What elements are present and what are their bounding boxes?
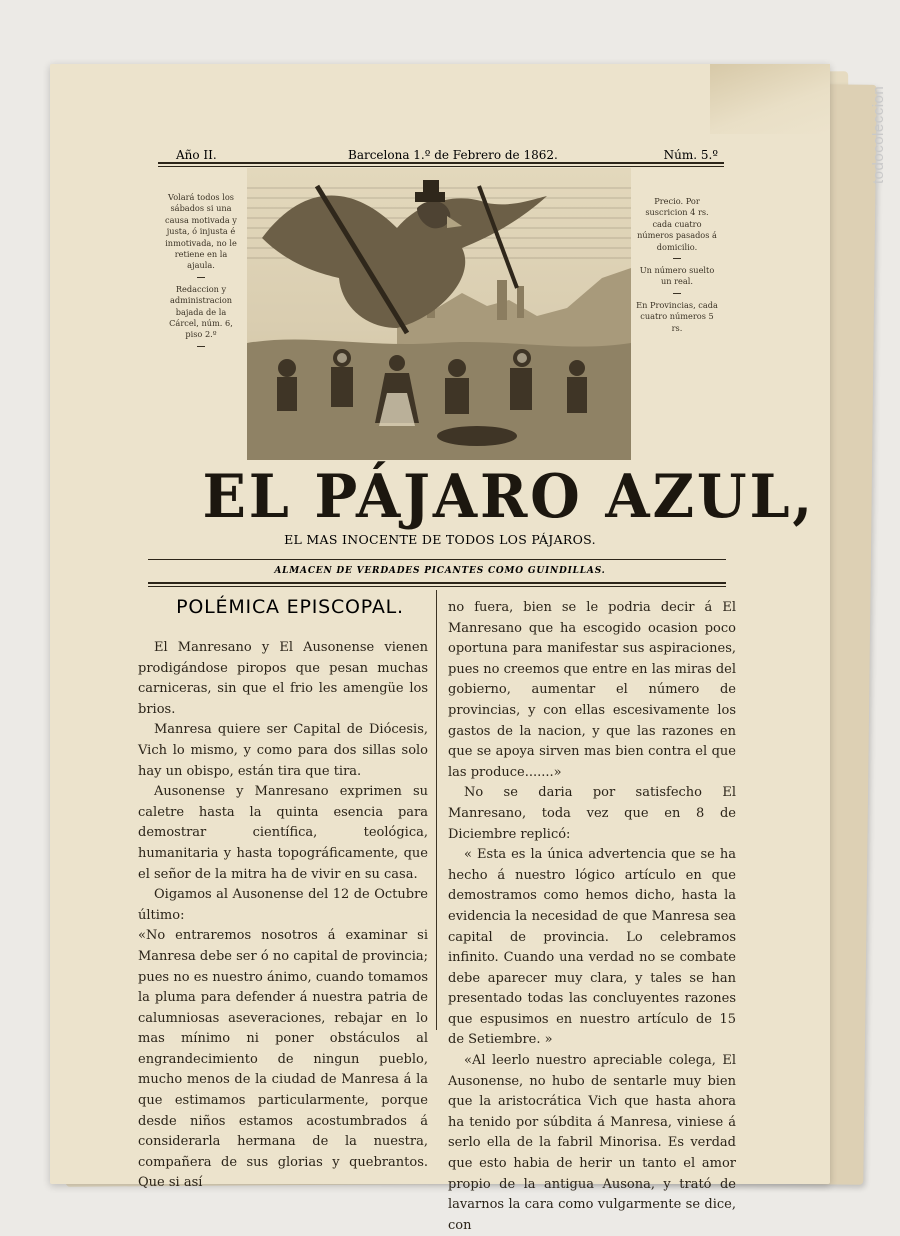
article-paragraph: No se daria por satisfecho El Manresano, toda vez que en 8 de Diciembre replicó:: [448, 785, 736, 842]
issue-number: Núm. 5.º: [663, 148, 718, 162]
article-left-column: [138, 638, 428, 1194]
cartoon-engraving: [247, 168, 631, 460]
left-side-notes: [160, 192, 242, 353]
article-heading: POLÉMICA EPISCOPAL.: [176, 596, 404, 618]
newspaper-subtitle: EL MAS INOCENTE DE TODOS LOS PÁJAROS.: [284, 532, 596, 547]
note-separator: [673, 293, 681, 294]
publication-frequency: Volará todos los sábados si una causa motivada y justa, ó injusta é inmotivada, no le retiene en la ajaula.: [165, 192, 237, 271]
note-separator: [197, 277, 205, 278]
masthead-rule: [158, 162, 724, 164]
article-paragraph: Oigamos al Ausonense del 12 de Octubre último:: [138, 887, 428, 923]
single-issue-price: Un número suelto un real.: [639, 265, 715, 287]
article-paragraph: El Manresano y El Ausonense vienen prodigándose piropos que pesan muchas carniceras, sin que el frio les amengüe los brios.: [138, 640, 428, 717]
masthead: [108, 80, 720, 168]
page-fold: [710, 64, 830, 134]
masthead-rule-thin: [158, 166, 724, 167]
engraving-drawing: [247, 168, 631, 460]
motto-rule: [148, 582, 726, 584]
provinces-price: En Provincias, cada cuatro números 5 rs.: [636, 299, 718, 333]
site-watermark: todocoleccion: [870, 85, 887, 184]
article-paragraph: «No entraremos nosotros á examinar si Manresa debe ser ó no capital de provincia; pues no es nuestro ánimo, cuando tomamos la pluma para defender á nuestra patria de calumniosas aseveraciones, rebajar en lo mas mínimo ni poner obstáculos al engrandecimiento de ningun pueblo, mucho menos de la ciudad de Manresa á la que estimamos particularmente, porque desde niños estamos acostumbrados á considerarla hermana de la nuestra, compañera de sus glorias y quebrantos. Que si así: [138, 928, 428, 1191]
note-separator: [673, 258, 681, 259]
article-paragraph: Ausonense y Manresano exprimen su caletre hasta la quinta esencia para demostrar científica, teológica, humanitaria y hasta topográficamente, que el señor de la mitra ha de vivir en su casa.: [138, 784, 428, 882]
issue-year: Año II.: [176, 148, 217, 162]
newspaper-title: EL PÁJARO AZUL,: [202, 462, 816, 532]
article-paragraph: no fuera, bien se le podria decir á El Manresano que ha escogido ocasion poco oportuna para manifestar sus aspiraciones, pues no creemos que entre en las miras del gobierno, aumentar el número de provincias, y con ellas escesivamente los gastos de la nacion, y que las razones en que se apoya sirven mas bien contra el que las produce.......»: [448, 600, 736, 780]
right-side-notes: [636, 196, 718, 339]
article-paragraph: «Al leerlo nuestro apreciable colega, El Ausonense, no hubo de sentarle muy bien que la aristocrática Vich que hasta ahora ha tenido por súbdita á Manresa, viniese á serlo ella de la fabril Minorisa. Es verdad que esto habia de herir un tanto el amor propio de la antigua Ausona, y trató de lavarnos la cara como vulgarmente se dice, con: [448, 1053, 736, 1233]
subscription-price: Precio. Por suscricion 4 rs. cada cuatro números pasados á domicilio.: [637, 196, 717, 252]
article-right-column: [448, 598, 736, 1236]
article-paragraph: Manresa quiere ser Capital de Diócesis, Vich lo mismo, y como para dos sillas solo hay un obispo, están tira que tira.: [138, 722, 428, 779]
subtitle-rule: [148, 559, 726, 560]
motto-rule-thin: [148, 586, 726, 587]
issue-date: Barcelona 1.º de Febrero de 1862.: [348, 148, 558, 162]
article-paragraph: « Esta es la única advertencia que se ha hecho á nuestro lógico artículo en que demostramos como hemos dicho, hasta la evidencia la necesidad de que Manresa sea capital de provincia. Lo celebramos infinito. Cuando una verdad no se combate debe aparecer muy clara, y tales se han presentado todas las concluyentes razones que espusimos en nuestro artículo de 15 de Setiembre. »: [448, 847, 736, 1048]
office-address: Redaccion y administracion bajada de la Cárcel, núm. 6, piso 2.º: [169, 283, 233, 340]
column-divider: [436, 590, 437, 1030]
note-separator: [197, 346, 205, 347]
newspaper-motto: ALMACEN DE VERDADES PICANTES COMO GUINDILLAS.: [274, 566, 606, 576]
